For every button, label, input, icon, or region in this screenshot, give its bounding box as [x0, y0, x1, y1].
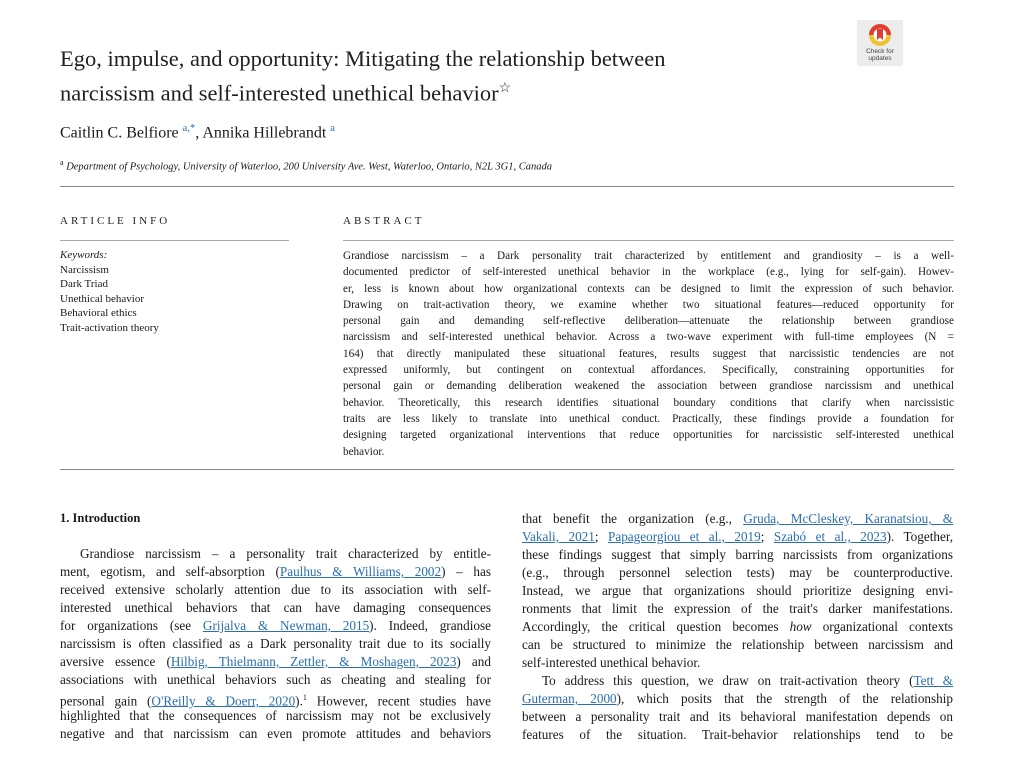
abstract-line: traits are less likely to translate into unethical conduct. Practically, these findings provide a foundation for: [343, 412, 954, 425]
abstract-line: documented predictor of self-interested unethical behavior in the workplace (e.g., lying for self-gain). Howev-: [343, 266, 954, 279]
check-for-updates-button[interactable]: [857, 20, 903, 66]
abstract-divider-bottom: [60, 469, 954, 470]
section-heading-introduction: 1. Introduction: [60, 511, 141, 525]
citation-link[interactable]: Gruda, McCleskey, Karanatsiou, &: [743, 511, 954, 526]
affiliation: $^a$ Department of Psychology, University of Waterloo, 200 University Ave. West, Waterloo, Ontario, N2L 3G1, Canada: [60, 158, 552, 173]
abstract-heading: ABSTRACT: [343, 215, 425, 227]
citation-link[interactable]: Vakali, 2021: [522, 529, 595, 544]
citation-link[interactable]: Papageorgiou et al., 2019: [608, 529, 761, 544]
author-hillebrandt-affil[interactable]: a: [330, 123, 335, 134]
keyword-item: Trait-activation theory: [60, 321, 159, 334]
body-line: these findings suggest that simply barring narcissists from organizations: [522, 547, 953, 562]
body-line: for organizations (see Grijalva & Newman, 2015). Indeed, grandiose: [60, 618, 491, 633]
abstract-line: er, less is known about how organizational contexts can be designed to limit the expression of such behavior.: [343, 282, 954, 295]
body-column-left: [60, 545, 491, 743]
body-line: aversive essence (Hilbig, Thielmann, Zettler, & Moshagen, 2023) and: [60, 654, 491, 669]
article-title: [60, 44, 820, 109]
body-line: received extensive scholarly attention due to its association with self-: [60, 582, 491, 597]
abstract-line: personal gain or demanding deliberation weakened the association between grandiose narcissism and unethical: [343, 380, 954, 393]
citation-link[interactable]: Hilbig, Thielmann, Zettler, & Moshagen, 2023: [170, 654, 457, 669]
body-line: narcissism is often classified as a Dark personality trait due to its socially: [60, 636, 491, 651]
citation-link[interactable]: Grijalva & Newman, 2015: [202, 618, 370, 633]
crossmark-label: Check for updates: [866, 48, 894, 62]
citation-link[interactable]: Tett &: [913, 673, 954, 688]
article-info-divider: [60, 240, 289, 241]
body-line: Vakali, 2021; Papageorgiou et al., 2019; Szabó et al., 2023). Together,: [522, 529, 953, 544]
body-line: Guterman, 2000), which posits that the strength of the relationship: [522, 691, 953, 706]
body-line: between a personality trait and its behavioral manifestation depends on: [522, 709, 953, 724]
keywords-block: [60, 248, 159, 336]
abstract-line: Drawing on trait-activation theory, we examine whether two situational features—reduced opportunity for: [343, 298, 954, 311]
body-line: Accordingly, the critical question becomes how organizational contexts: [522, 619, 953, 634]
abstract-line: behavior.: [343, 445, 385, 458]
body-line: (e.g., through personnel selection tests) may be counterproductive.: [522, 565, 953, 580]
body-line: associations with unethical behaviors such as cheating and stealing for: [60, 672, 491, 687]
body-line: Instead, we argue that organizations should prioritize designing envi-: [522, 583, 953, 598]
body-line: To address this question, we draw on trait-activation theory (Tett &: [542, 673, 954, 688]
keyword-item: Unethical behavior: [60, 292, 144, 305]
author-hillebrandt[interactable]: Annika Hillebrandt: [202, 124, 327, 142]
footnote-marker[interactable]: 1: [302, 693, 307, 702]
abstract-line: Grandiose narcissism – a Dark personality trait characterized by entitlement and grandiosity – is a well-: [343, 250, 954, 262]
abstract-divider-top: [343, 240, 954, 241]
body-column-right: [522, 510, 953, 744]
body-line: that benefit the organization (e.g., Gruda, McCleskey, Karanatsiou, &: [522, 511, 954, 526]
header-divider: [60, 186, 954, 187]
citation-link[interactable]: Guterman, 2000: [522, 691, 617, 706]
body-line: can be structured to minimize the relationship between narcissism and: [522, 637, 953, 652]
keyword-item: Narcissism: [60, 263, 109, 276]
title-line-2: narcissism and self-interested unethical behavior: [60, 80, 499, 106]
citation-link[interactable]: Szabó et al., 2023: [773, 529, 887, 544]
author-belfiore-affil[interactable]: a,*: [182, 123, 196, 134]
abstract-line: personal gain and demanding self-reflective deliberation—attenuate the relationship between grandiose: [343, 315, 954, 328]
citation-link[interactable]: Paulhus & Williams, 2002: [279, 564, 442, 579]
crossmark-icon: [868, 23, 892, 47]
citation-link[interactable]: O'Reilly & Doerr, 2020: [151, 693, 296, 709]
abstract-text: [343, 248, 954, 460]
body-line: Grandiose narcissism – a personality trait characterized by entitle-: [80, 546, 491, 561]
abstract-line: behavior. Theoretically, this research identifies situational boundary conditions that clarify when narcissistic: [343, 396, 954, 409]
keyword-item: Dark Triad: [60, 278, 108, 291]
abstract-line: 164) that directly manipulated these situational features, results suggest that narcissistic tendencies are not: [343, 347, 954, 360]
body-line: ronments that limit the expression of the trait's darker manifestations.: [522, 601, 953, 616]
keyword-item: Behavioral ethics: [60, 307, 137, 320]
article-info-heading: ARTICLE INFO: [60, 215, 171, 227]
body-line: highlighted that the consequences of narcissism may not be exclusively: [60, 708, 491, 723]
keywords-label: Keywords:: [60, 249, 108, 261]
author-belfiore[interactable]: Caitlin C. Belfiore: [60, 124, 179, 142]
body-line: negative and that narcissism can even promote attitudes and behaviors: [60, 726, 491, 741]
body-line: personal gain (O'Reilly & Doerr, 2020).$^1$ However, recent studies have: [60, 693, 491, 709]
body-line: interested unethical behaviors that can have damaging consequences: [60, 600, 491, 615]
body-line: features of the situation. Trait-behavior relationships tend to be: [522, 727, 953, 742]
abstract-line: designing targeted organizational interventions that reduce opportunities for narcissistic self-interested unethical: [343, 429, 954, 442]
abstract-line: narcissism and self-interested unethical behavior. Across a two-wave experiment with full-time employees (N =: [343, 331, 954, 344]
author-list: Caitlin C. Belfiore $^{a,*}$, Annika Hillebrandt $^a$: [60, 123, 335, 142]
abstract-line: expressed uniformly, but contingent on contextual affordances. Specifically, constraining opportunities for: [343, 364, 954, 377]
body-line: ment, egotism, and self-absorption (Paulhus & Williams, 2002) – has: [60, 564, 491, 579]
body-line: self-interested unethical behavior.: [522, 655, 701, 670]
title-line-1: Ego, impulse, and opportunity: Mitigating the relationship between: [60, 46, 666, 71]
title-star-footnote[interactable]: ☆: [498, 81, 512, 96]
